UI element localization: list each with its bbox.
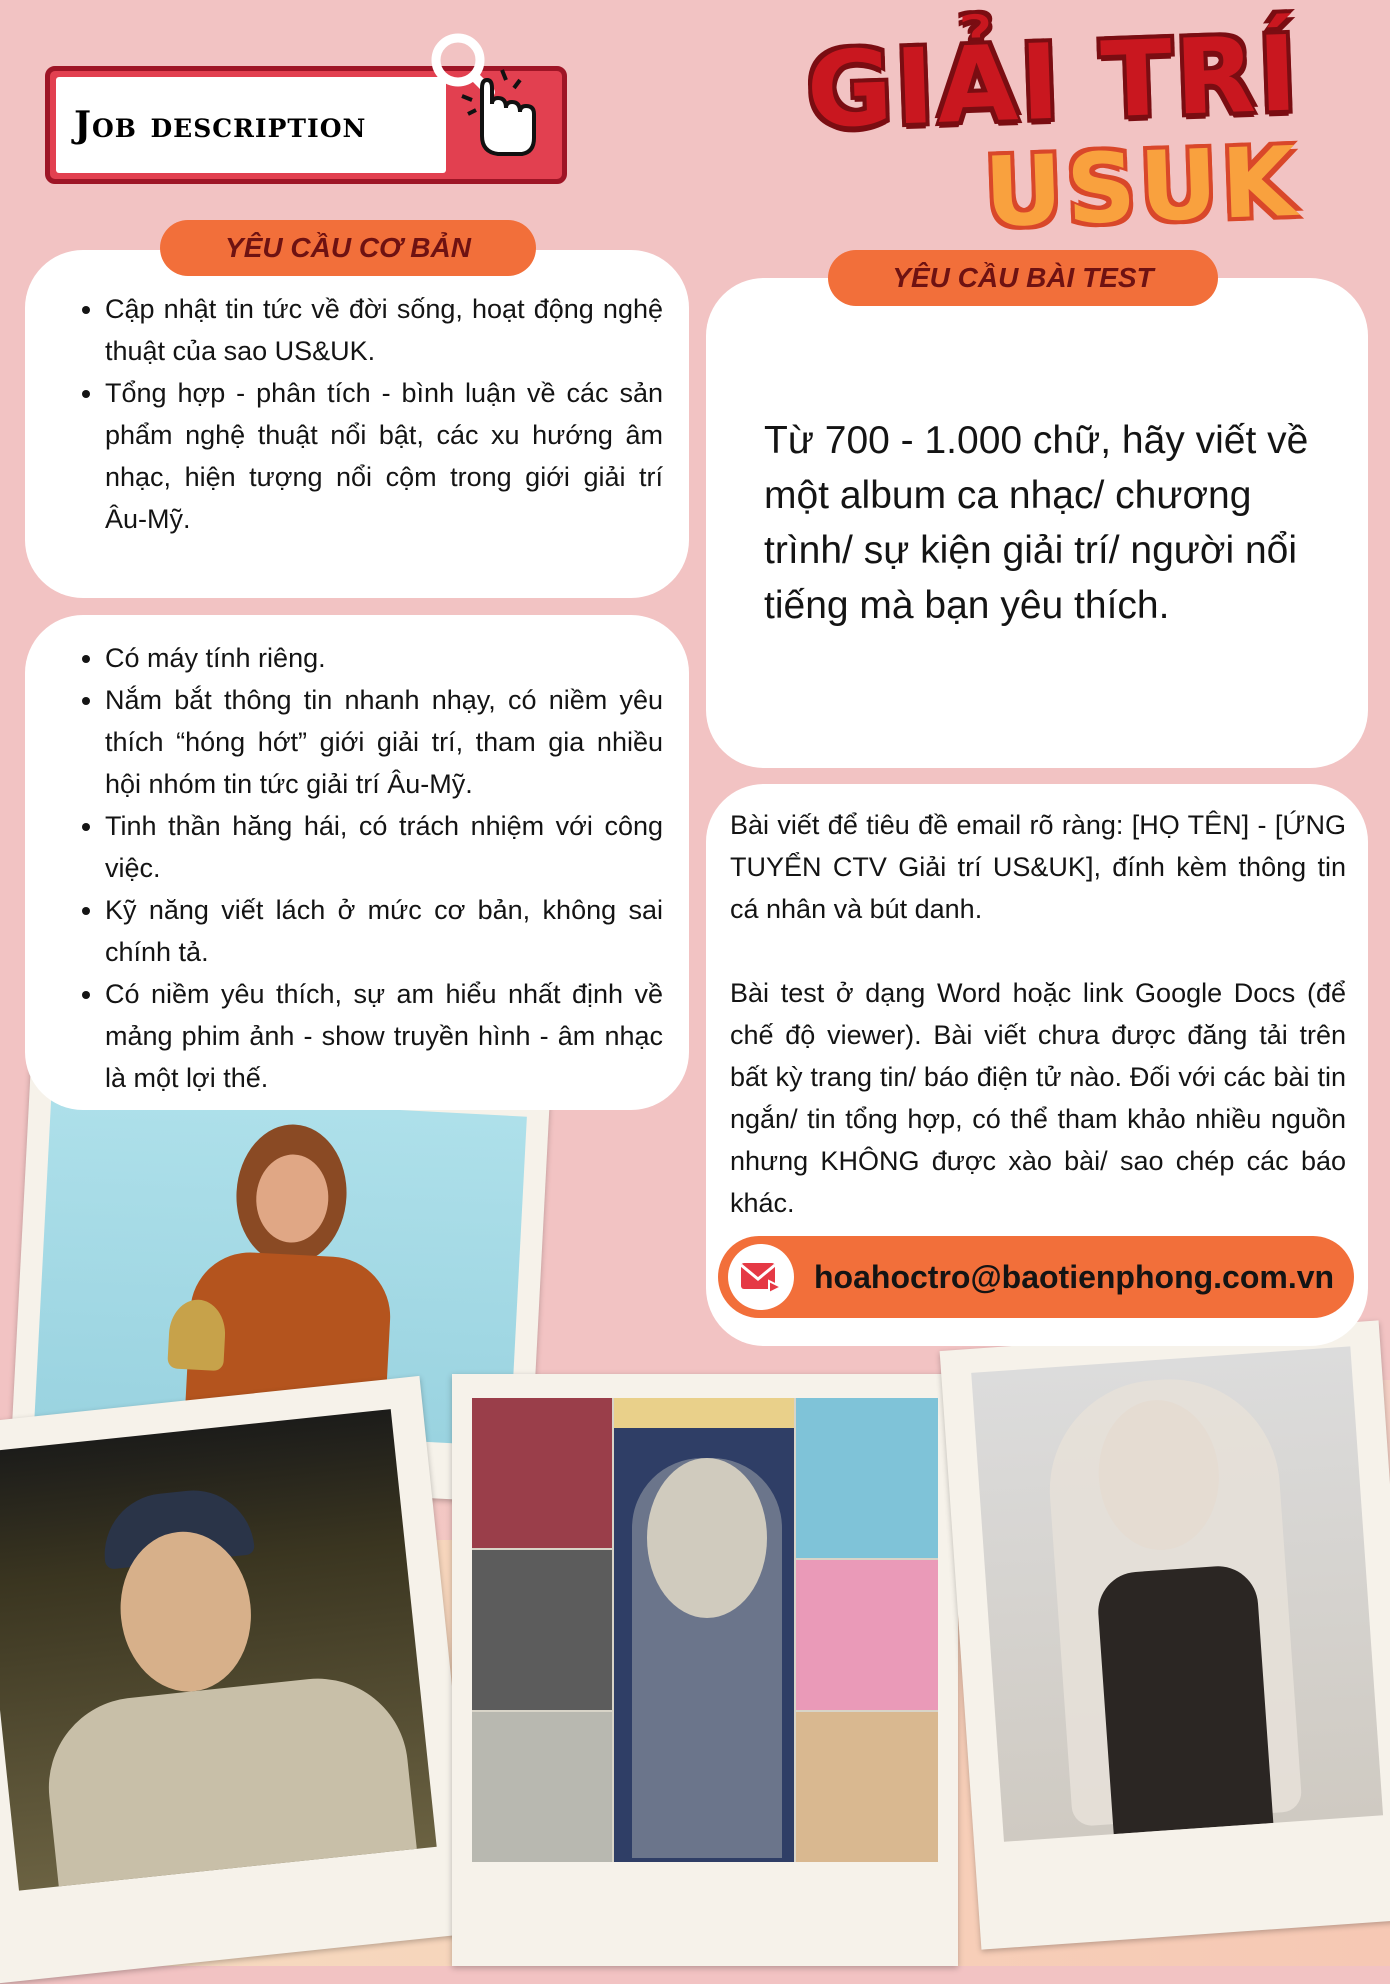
- photo-female-singer: [971, 1346, 1383, 1841]
- photo-male-singer: [0, 1409, 437, 1890]
- body-shape: [40, 1670, 419, 1891]
- photo-frame-female-singer: [940, 1320, 1390, 1949]
- collage-cell: [472, 1712, 612, 1862]
- title-line-1: GIẢI TRÍ: [804, 12, 1302, 152]
- search-label: Job description: [74, 104, 367, 146]
- list-item: • Có niềm yêu thích, sự am hiểu nhất định về mảng phim ảnh - show truyền hình - âm nhạc là một lợi thế.: [105, 973, 663, 1099]
- title-line-2: USUK: [982, 125, 1302, 249]
- collage-cell: [472, 1550, 612, 1710]
- collage-cell: [796, 1712, 938, 1862]
- collage-cell: [614, 1398, 794, 1428]
- cursor-hand-icon: [462, 70, 534, 154]
- list-item: • Cập nhật tin tức về đời sống, hoạt động nghệ thuật của sao US&UK.: [105, 288, 663, 372]
- list-item: • Kỹ năng viết lách ở mức cơ bản, không sai chính tả.: [105, 889, 663, 973]
- collage-cell: [796, 1560, 938, 1710]
- list-item: • Có máy tính riêng.: [105, 637, 663, 679]
- test-requirements-text: Từ 700 - 1.000 chữ, hãy viết về một album ca nhạc/ chương trình/ sự kiện giải trí/ người nổi tiếng mà bạn yêu thích.: [764, 419, 1309, 627]
- search-box: [56, 77, 446, 173]
- list-item: • Nắm bắt thông tin nhanh nhạy, có niềm yêu thích “hóng hớt” giới giải trí, tham gia nhiều hội nhóm tin tức giải trí Âu-Mỹ.: [105, 679, 663, 805]
- submission-paragraph-1: Bài viết để tiêu đề email rõ ràng: [HỌ TÊN] - [ỨNG TUYỂN CTV Giải trí US&UK], đính kèm thông tin cá nhân và bút danh.: [730, 810, 1346, 924]
- email-address: hoahoctro@baotienphong.com.vn: [814, 1258, 1335, 1295]
- list-item: • Tinh thần hăng hái, có trách nhiệm với công việc.: [105, 805, 663, 889]
- mail-icon: [728, 1244, 794, 1310]
- additional-requirements-card: [25, 615, 689, 1110]
- body-shape: [1096, 1564, 1274, 1835]
- hair-shape: [632, 1458, 782, 1858]
- photo-collage: [472, 1398, 938, 1862]
- submission-paragraph-2: Bài test ở dạng Word hoặc link Google Docs (để chế độ viewer). Bài viết chưa được đăng tải trên bất kỳ trang tin/ báo điện tử nào. Đối với các bài tin ngắn/ tin tổng hợp, có thể tham khảo nhiều nguồn nhưng KHÔNG được xào bài/ sao chép các báo khác.: [730, 978, 1346, 1218]
- list-item: • Tổng hợp - phân tích - bình luận về các sản phẩm nghệ thuật nổi bật, các xu hướng âm nhạc, hiện tượng nổi cộm trong giới giải trí Âu-Mỹ.: [105, 372, 663, 540]
- photo-frame-male-singer: [0, 1376, 478, 1984]
- collage-cell: [472, 1398, 612, 1548]
- additional-requirements-list: [51, 637, 663, 1099]
- email-contact[interactable]: [718, 1236, 1354, 1318]
- collage-cell: [796, 1398, 938, 1558]
- test-requirements-heading: YÊU CẦU BÀI TEST: [828, 250, 1218, 306]
- basic-requirements-list: [51, 288, 663, 540]
- search-icon: [420, 18, 540, 168]
- basic-requirements-heading: YÊU CẦU CƠ BẢN: [160, 220, 536, 276]
- test-requirements-card: [706, 278, 1368, 768]
- basic-requirements-card: [25, 250, 689, 598]
- photo-frame-collage: [452, 1374, 958, 1966]
